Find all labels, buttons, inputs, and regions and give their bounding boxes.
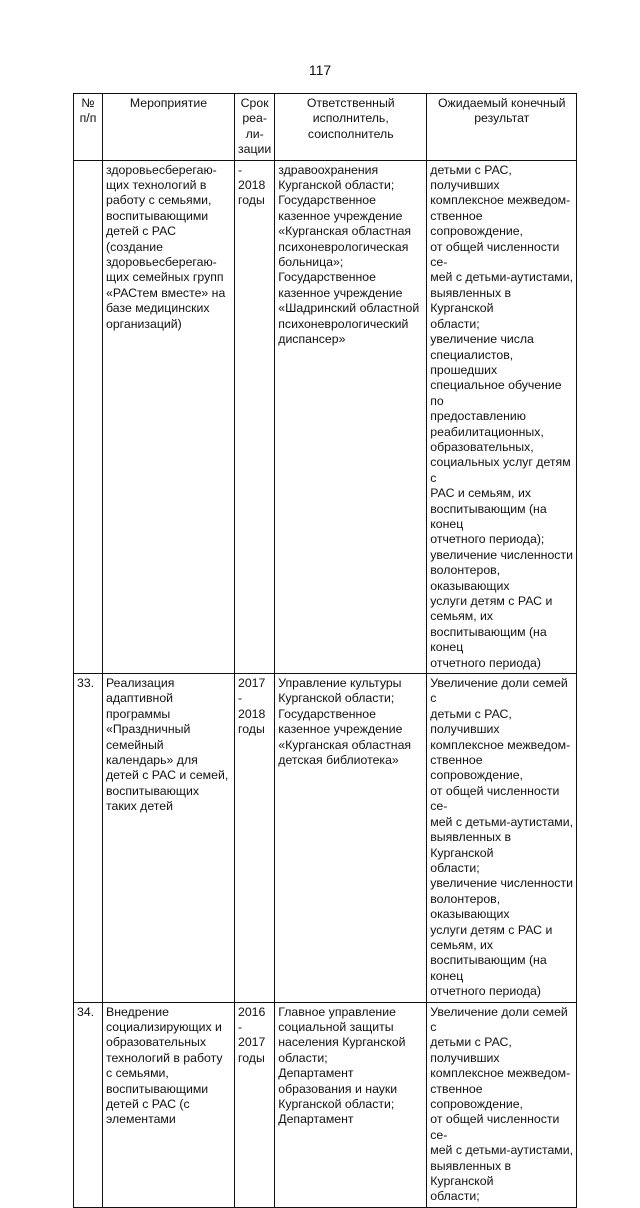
row-number: 33. xyxy=(74,674,103,1003)
row-term: 2017 - 2018 годы xyxy=(235,674,275,1003)
row-responsible: Главное управление социальной защиты населения Курганской области; Департамент образования и науки Курганской области; Департамент xyxy=(275,1002,427,1207)
table-header-row xyxy=(74,94,577,161)
row-number: 34. xyxy=(74,1002,103,1207)
row-term: - 2018 годы xyxy=(235,160,275,673)
row-term: 2016 - 2017 годы xyxy=(235,1002,275,1207)
table-row xyxy=(74,1002,577,1207)
row-responsible: здравоохранения Курганской области; Государственное казенное учреждение «Курганская областная психоневрологическая больница»; Государственное казенное учреждение «Шадринский областной психоневрологический диспансер» xyxy=(275,160,427,673)
header-result: Ожидаемый конечный результат xyxy=(427,94,577,161)
header-term: Срок реа- ли- зации xyxy=(235,94,275,161)
header-event: Мероприятие xyxy=(103,94,235,161)
row-number xyxy=(74,160,103,673)
row-event: Внедрение социализирующих и образовательных технологий в работу с семьями, воспитывающими детей с РАС (с элементами xyxy=(103,1002,235,1207)
page-number: 117 xyxy=(308,62,332,78)
header-responsible: Ответственный исполнитель, соисполнитель xyxy=(275,94,427,161)
table-row xyxy=(74,674,577,1003)
row-result: Увеличение доли семей с детьми с РАС, получивших комплексное межведом- ственное сопровождение, от общей численности се- мей с детьми-аутистами, выявленных в Курганской области; xyxy=(427,1002,577,1207)
events-table xyxy=(73,93,577,1208)
row-event: здоровьесберегаю- щих технологий в работу с семьями, воспитывающими детей с РАС (создание здоровьесберегаю- щих семейных групп «РАСтем вместе» на базе медицинских организаций) xyxy=(103,160,235,673)
row-event: Реализация адаптивной программы «Праздничный семейный календарь» для детей с РАС и семей, воспитывающих таких детей xyxy=(103,674,235,1003)
row-result: Увеличение доли семей с детьми с РАС, получивших комплексное межведом- ственное сопровождение, от общей численности се- мей с детьми-аутистами, выявленных в Курганской области; увеличение численности волонтеров, оказывающих услуги детям с РАС и семьям, их воспитывающим (на конец отчетного периода) xyxy=(427,674,577,1003)
table-row xyxy=(74,160,577,673)
header-number: № п/п xyxy=(74,94,103,161)
row-responsible: Управление культуры Курганской области; Государственное казенное учреждение «Курганская областная детская библиотека» xyxy=(275,674,427,1003)
row-result: детьми с РАС, получивших комплексное межведом- ственное сопровождение, от общей численности се- мей с детьми-аутистами, выявленных в Курганской области; увеличение числа специалистов, прошедших специальное обучение по предоставлению реабилитационных, образовательных, социальных услуг детям с РАС и семьям, их воспитывающим (на конец отчетного периода); увеличение численности волонтеров, оказывающих услуги детям с РАС и семьям, их воспитывающим (на конец отчетного периода) xyxy=(427,160,577,673)
